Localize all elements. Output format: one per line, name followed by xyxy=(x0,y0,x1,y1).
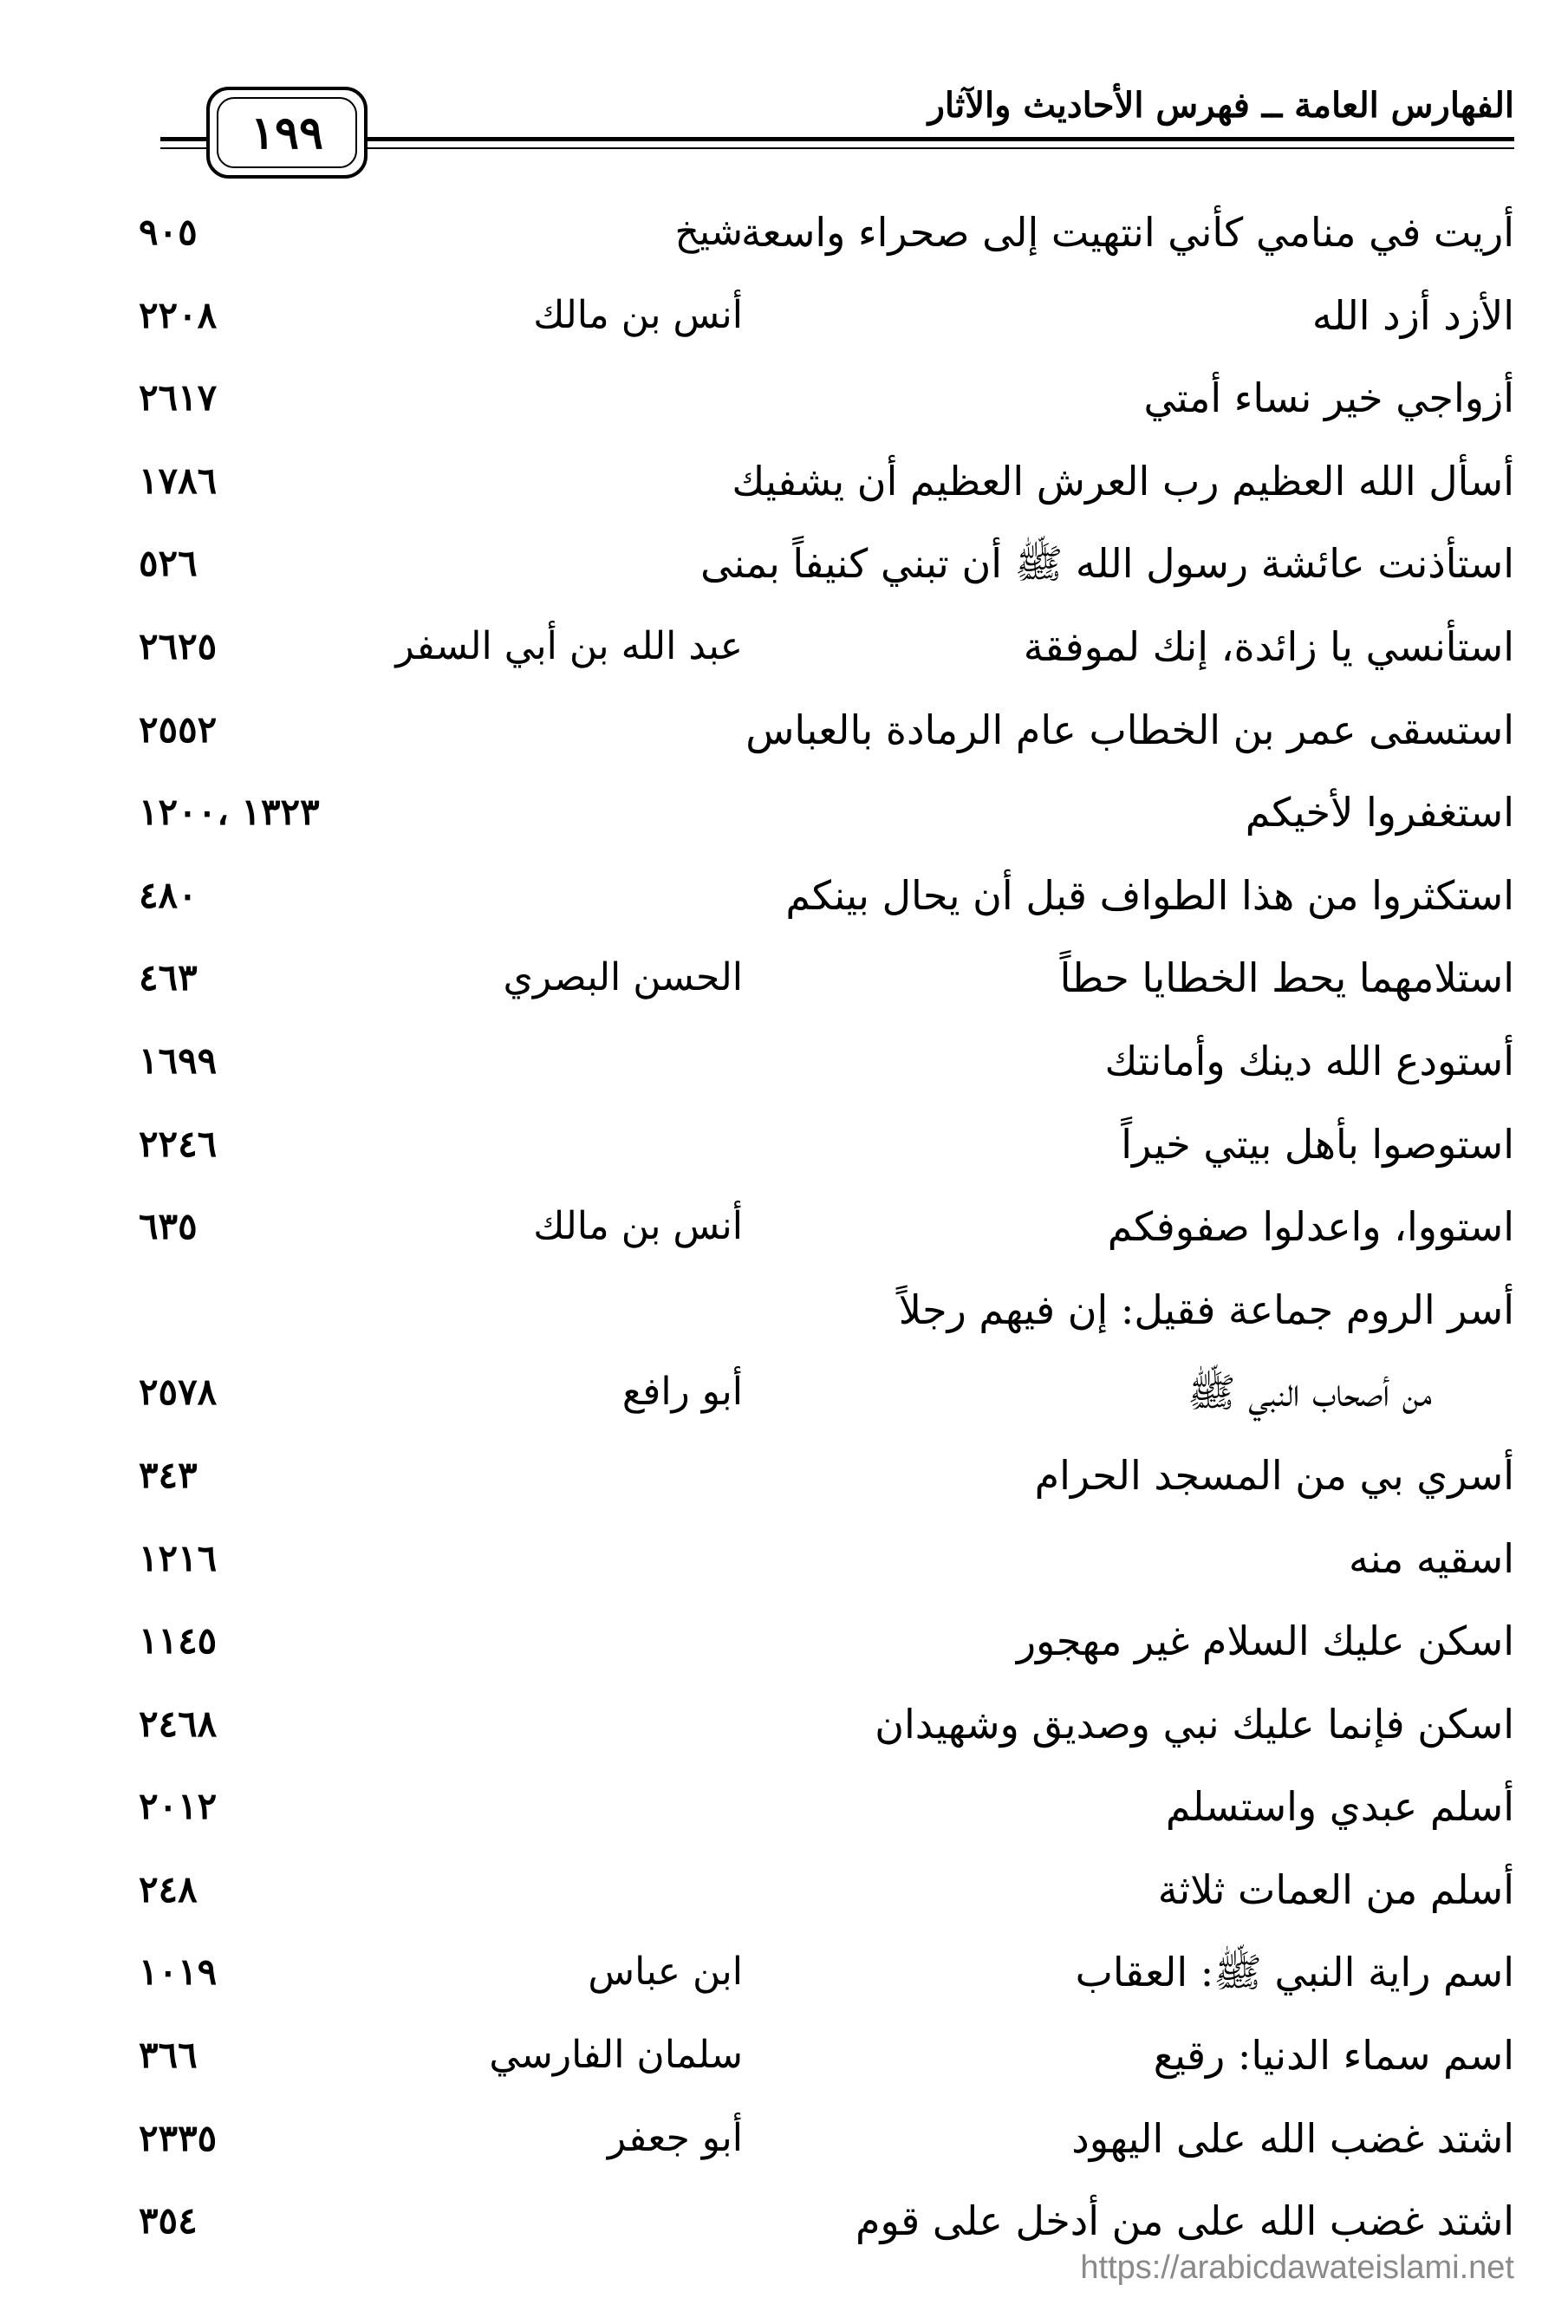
index-entry xyxy=(139,864,1514,947)
entry-ref: ٢٠١٢ xyxy=(139,1785,218,1828)
entry-ref: ١٠١٩ xyxy=(139,1950,218,1994)
entry-text: اسكن فإنما عليك نبي وصديق وشهيدان xyxy=(875,1700,1514,1748)
entry-text: أسلم عبدي واستسلم xyxy=(1165,1783,1514,1831)
index-entry xyxy=(139,1610,1514,1693)
entry-narrator: أبو جعفر xyxy=(607,2115,743,2160)
entry-text: الأزد أزد الله xyxy=(1311,291,1514,339)
entry-ref: ٢٥٥٢ xyxy=(139,707,218,751)
entry-ref: ٣٤٣ xyxy=(139,1453,198,1496)
entry-narrator: أنس بن مالك xyxy=(533,1204,743,1249)
entry-ref: ٥٢٦ xyxy=(139,542,198,585)
entry-narrator: شيخ xyxy=(674,210,743,254)
entry-text: أسأل الله العظيم رب العرش العظيم أن يشفيك xyxy=(732,457,1514,505)
index-entry xyxy=(139,615,1514,699)
entry-narrator: الحسن البصري xyxy=(503,955,743,1000)
index-entry xyxy=(139,284,1514,368)
index-entry xyxy=(139,1279,1514,1362)
entry-text: استأذنت عائشة رسول الله ﷺ أن تبني كنيفاً بمنى xyxy=(700,540,1514,588)
entry-ref: ١١٤٥ xyxy=(139,1619,218,1663)
entry-text: أريت في منامي كأني انتهيت إلى صحراء واسعة xyxy=(740,209,1514,256)
entry-ref: ٦٣٥ xyxy=(139,1205,198,1248)
index-entry xyxy=(139,201,1514,284)
entry-ref: ٢٢٤٦ xyxy=(139,1122,218,1165)
entry-text: أسري بي من المسجد الحرام xyxy=(1034,1451,1514,1499)
index-entry xyxy=(139,1693,1514,1776)
index-entry xyxy=(139,2024,1514,2107)
entry-text: من أصحاب النبي ﷺ xyxy=(1187,1369,1432,1416)
index-entry xyxy=(139,781,1514,864)
entry-ref: ١٢١٦ xyxy=(139,1536,218,1579)
index-entry xyxy=(139,1527,1514,1611)
entry-ref: ٣٥٤ xyxy=(139,2199,198,2243)
entry-text: استووا، واعدلوا صفوفكم xyxy=(1107,1203,1514,1251)
index-entry xyxy=(139,2107,1514,2191)
watermark-url: https://arabicdawateislami.net xyxy=(1080,2249,1514,2286)
index-entry xyxy=(139,1859,1514,1942)
entry-ref: ٢٥٧٨ xyxy=(139,1370,218,1414)
entry-text: استلامهما يحط الخطايا حطاً xyxy=(1059,954,1514,1002)
index-entry xyxy=(139,367,1514,450)
entry-narrator: أبو رافع xyxy=(621,1370,743,1415)
entry-ref: ١٣٢٣ ،١٢٠٠ xyxy=(139,791,320,834)
entry-narrator: عبد الله بن أبي السفر xyxy=(395,623,743,668)
entry-ref: ٢٤٨ xyxy=(139,1867,198,1911)
entry-text: أستودع الله دينك وأمانتك xyxy=(1104,1037,1514,1084)
index-entry-continuation xyxy=(139,1361,1514,1444)
entry-ref: ٤٦٣ xyxy=(139,956,198,999)
index-entry xyxy=(139,947,1514,1030)
entry-narrator: سلمان الفارسي xyxy=(489,2033,743,2078)
entry-text: اسكن عليك السلام غير مهجور xyxy=(1016,1618,1514,1665)
entry-ref: ٢٦٢٥ xyxy=(139,624,218,667)
index-entry xyxy=(139,1444,1514,1527)
entry-ref: ٢٤٦٨ xyxy=(139,1702,218,1745)
index-entry xyxy=(139,1941,1514,2024)
entry-ref: ٢٣٣٥ xyxy=(139,2116,218,2159)
entry-text: اشتد غضب الله على اليهود xyxy=(1071,2114,1514,2162)
index-entry xyxy=(139,699,1514,782)
entry-text: أزواجي خير نساء أمتي xyxy=(1143,374,1514,422)
index-entry xyxy=(139,1195,1514,1279)
index-entry xyxy=(139,1030,1514,1113)
index-entry xyxy=(139,532,1514,615)
index-entries xyxy=(139,201,1514,2273)
index-entry xyxy=(139,450,1514,533)
entry-text: اشتد غضب الله على من أدخل على قوم xyxy=(856,2197,1514,2245)
entry-ref: ٢٦١٧ xyxy=(139,376,218,420)
entry-ref: ٣٦٦ xyxy=(139,2034,198,2077)
entry-text: استوصوا بأهل بيتي خيراً xyxy=(1121,1120,1514,1168)
entry-text: استسقى عمر بن الخطاب عام الرمادة بالعباس xyxy=(745,706,1514,753)
entry-text: استكثروا من هذا الطواف قبل أن يحال بينكم xyxy=(785,871,1514,919)
header-title: الفهارس العامة ــ فهرس الأحاديث والآثار xyxy=(927,85,1514,126)
entry-text: أسلم من العمات ثلاثة xyxy=(1157,1865,1514,1913)
entry-ref: ٤٨٠ xyxy=(139,873,198,916)
entry-ref: ١٧٨٦ xyxy=(139,459,218,502)
entry-ref: ٩٠٥ xyxy=(139,211,198,253)
page-number: ١٩٩ xyxy=(250,106,323,159)
entry-text: اسم سماء الدنيا: رقيع xyxy=(1153,2032,1514,2080)
entry-text: اسقيه منه xyxy=(1349,1534,1514,1582)
entry-text: اسم راية النبي ﷺ: العقاب xyxy=(1075,1949,1514,1996)
entry-ref: ١٦٩٩ xyxy=(139,1038,218,1082)
entry-narrator: أنس بن مالك xyxy=(533,292,743,337)
entry-text: أسر الروم جماعة فقيل: إن فيهم رجلاً xyxy=(898,1286,1514,1333)
entry-text: استغفروا لأخيكم xyxy=(1245,789,1514,837)
page-number-box-inner xyxy=(217,97,357,168)
entry-ref: ٢٢٠٨ xyxy=(139,293,218,336)
entry-narrator: ابن عباس xyxy=(588,1950,743,1995)
entry-text: استأنسي يا زائدة، إنك لموفقة xyxy=(1023,622,1514,670)
index-entry xyxy=(139,1113,1514,1196)
index-entry xyxy=(139,1775,1514,1859)
page-number-box xyxy=(206,87,368,179)
